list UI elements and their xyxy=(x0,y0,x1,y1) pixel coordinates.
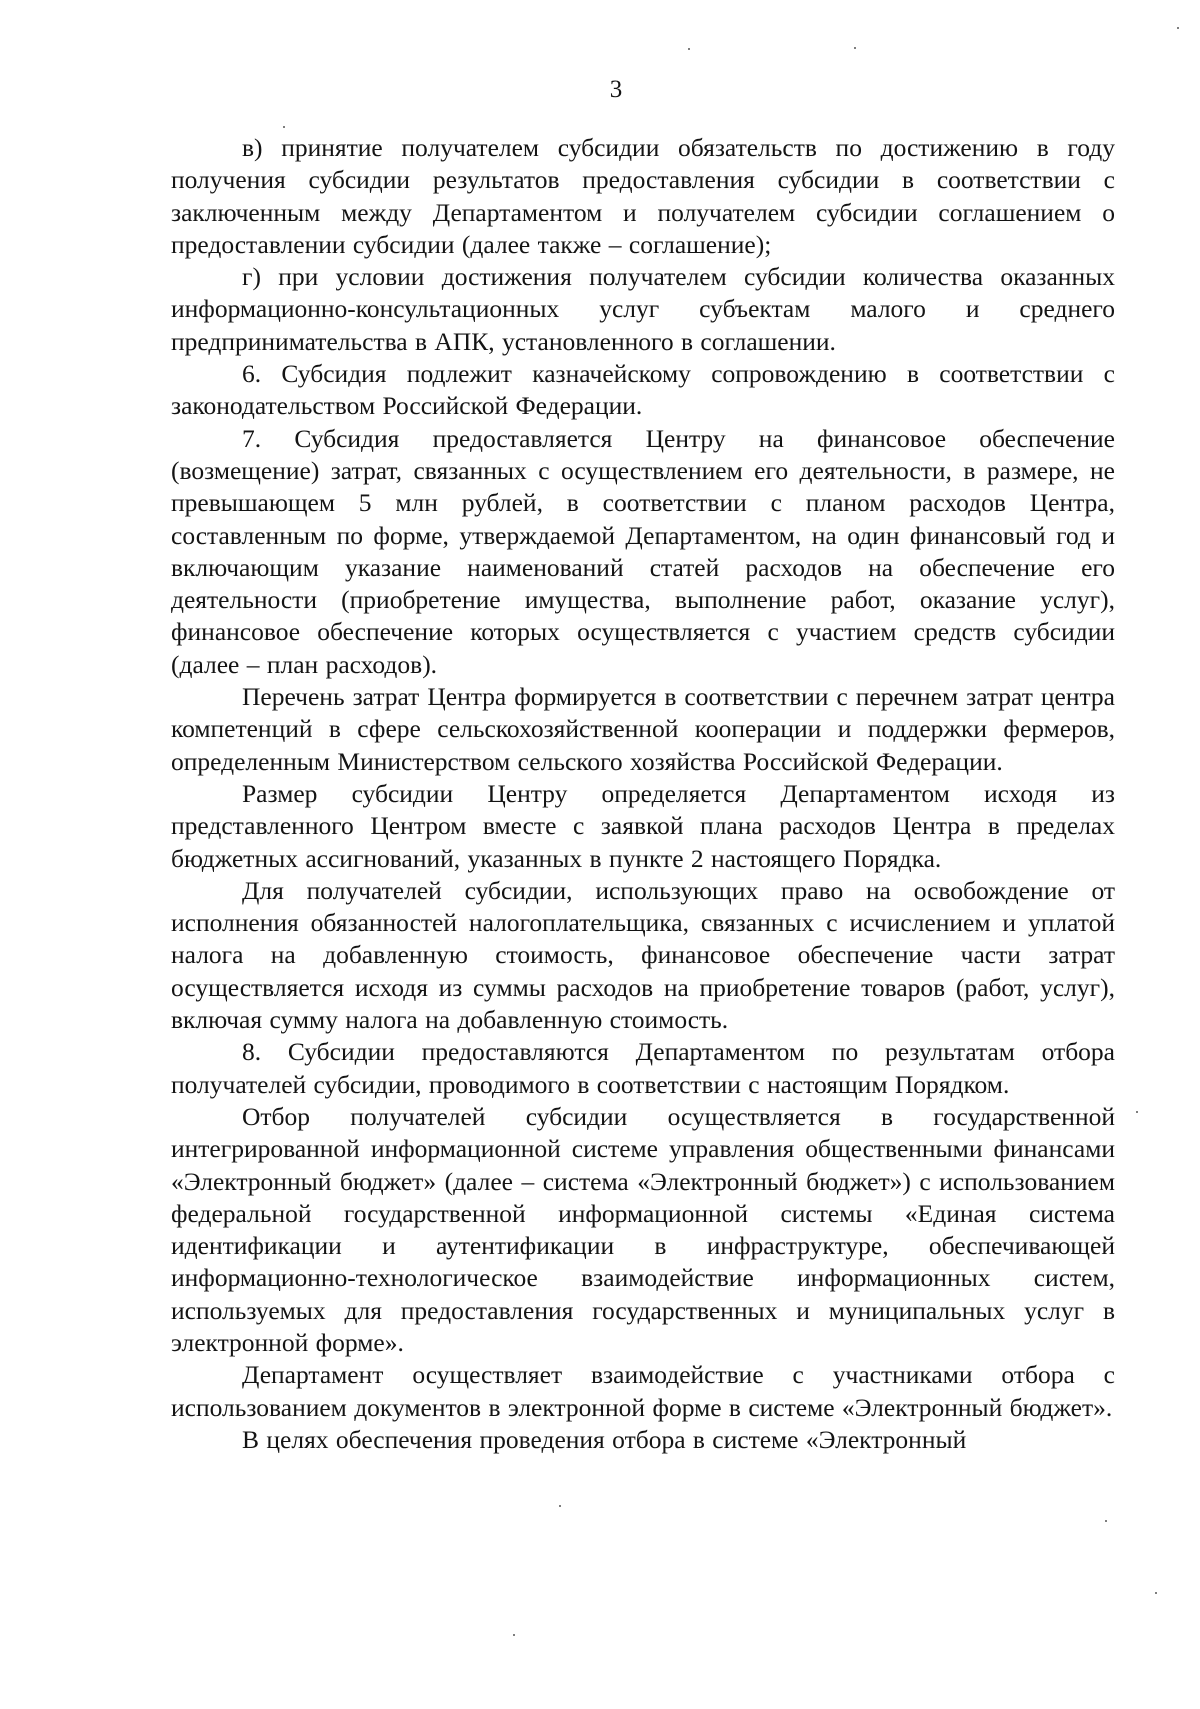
document-body xyxy=(171,132,1115,1456)
paragraph-8-electronic-docs: Департамент осуществляет взаимодействие с участниками отбора с использованием документов в электронной форме в системе «Электронный бюджет». xyxy=(171,1360,1115,1422)
paragraph-7-subsidy-size: Размер субсидии Центру определяется Департаментом исходя из представленного Центром вместе с заявкой плана расходов Центра в пределах бюджетных ассигнований, указанных в пункте 2 настоящего Порядка. xyxy=(171,778,1115,873)
paragraph-7-expense-list: Перечень затрат Центра формируется в соответствии с перечнем затрат центра компетенций в сфере сельскохозяйственной кооперации и поддержки фермеров, определенным Министерством сельского хозяйства Российской Федерации. xyxy=(171,682,1115,776)
paragraph-7: 7. Субсидия предоставляется Центру на финансовое обеспечение (возмещение) затрат, связанных с осуществлением его деятельности, в размере, не превышающем 5 млн рублей, в соответствии с планом расходов Центра, составленным по форме, утверждаемой Департаментом, на один финансовый год и включающим указание наименований статей расходов на обеспечение его деятельности (приобретение имущества, выполнение работ, оказание услуг), финансовое обеспечение которых осуществляется с участием средств субсидии (далее – план расходов). xyxy=(171,423,1115,679)
scan-speck xyxy=(513,1634,515,1636)
paragraph-8-selection-purpose: В целях обеспечения проведения отбора в системе «Электронный xyxy=(242,1424,967,1454)
paragraph-6: 6. Субсидия подлежит казначейскому сопровождению в соответствии с законодательством Российской Федерации. xyxy=(171,359,1115,421)
paragraph-8-selection-system: Отбор получателей субсидии осуществляется в государственной интегрированной информационной системе управления общественными финансами «Электронный бюджет» (далее – система «Электронный бюджет») с использованием федеральной государственной информационной системы «Единая система идентификации и аутентификации в инфраструктуре, обеспечивающей информационно-технологическое взаимодействие информационных систем, используемых для предоставления государственных и муниципальных услуг в электронной форме». xyxy=(171,1101,1115,1357)
scan-speck xyxy=(688,48,690,50)
scan-speck xyxy=(559,1505,561,1507)
paragraph-5g: г) при условии достижения получателем субсидии количества оказанных информационно-консультационных услуг субъектам малого и среднего предпринимательства в АПК, установленного в соглашении. xyxy=(171,262,1115,356)
scan-speck xyxy=(1105,1520,1107,1522)
scan-speck xyxy=(854,47,856,49)
scan-speck xyxy=(1177,27,1179,29)
paragraph-7-vat: Для получателей субсидии, использующих право на освобождение от исполнения обязанностей налогоплательщика, связанных с исчислением и уплатой налога на добавленную стоимость, финансовое обеспечение части затрат осуществляется исходя из суммы расходов на приобретение товаров (работ, услуг), включая сумму налога на добавленную стоимость. xyxy=(171,875,1115,1035)
scan-speck xyxy=(1136,1111,1138,1113)
paragraph-8: 8. Субсидии предоставляются Департаментом по результатам отбора получателей субсидии, проводимого в соответствии с настоящим Порядком. xyxy=(171,1037,1115,1099)
scan-speck xyxy=(283,126,285,128)
paragraph-5v: в) принятие получателем субсидии обязательств по достижению в году получения субсидии результатов предоставления субсидии в соответствии с заключенным между Департаментом и получателем субсидии соглашением о предоставлении субсидии (далее также – соглашение); xyxy=(171,133,1115,259)
page-number: 3 xyxy=(609,76,623,103)
scan-speck xyxy=(1155,1592,1157,1594)
